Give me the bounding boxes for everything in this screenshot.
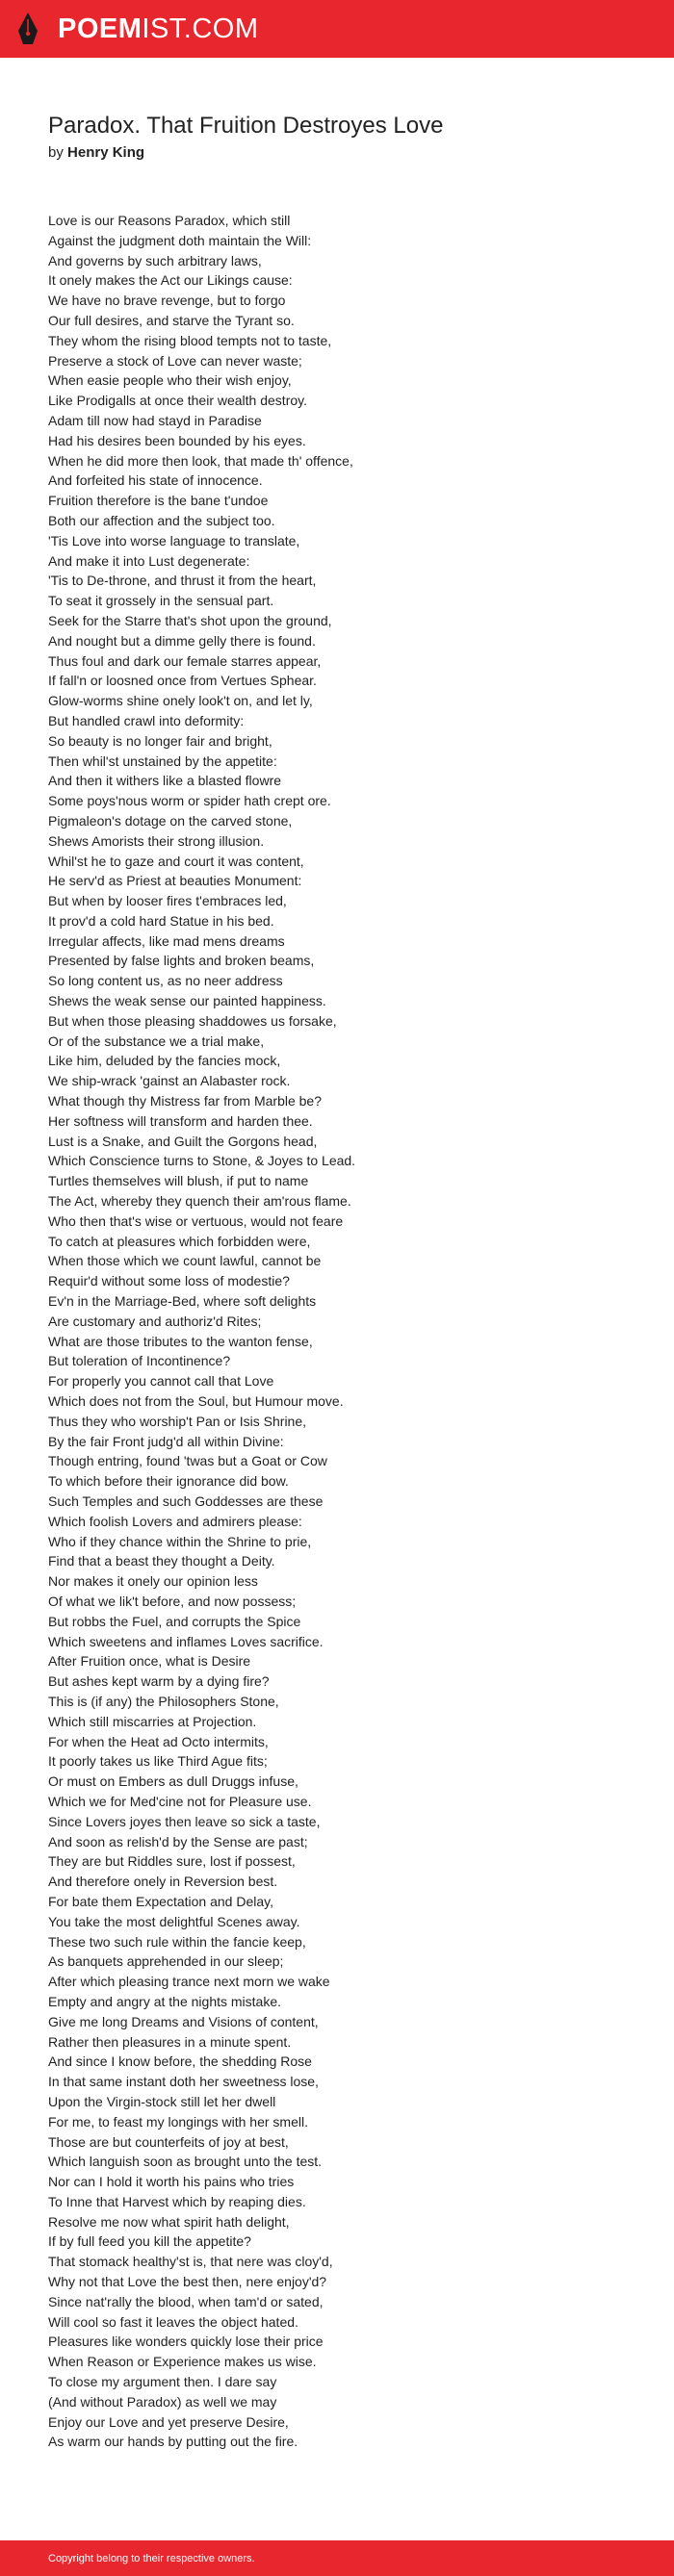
byline — [48, 143, 144, 163]
poem-line: And since I know before, the shedding Rose — [48, 2053, 312, 2070]
poem-line: Her softness will transform and harden thee. — [48, 1112, 313, 1129]
poem-line: Whil'st he to gaze and court it was content, — [48, 853, 304, 869]
author-link[interactable]: Henry King — [67, 144, 145, 161]
poem-line: Against the judgment doth maintain the Will: — [48, 232, 312, 248]
poem-line: Though entring, found 'twas but a Goat or Cow — [48, 1453, 327, 1469]
poem-line: Shews the weak sense our painted happiness. — [48, 993, 326, 1009]
poem-line: These two such rule within the fancie keep, — [48, 1933, 306, 1950]
poem-line: Thus they who worship't Pan or Isis Shrine, — [48, 1413, 307, 1429]
poem-line: Then whil'st unstained by the appetite: — [48, 752, 277, 769]
poem-line: Which foolish Lovers and admirers please: — [48, 1513, 302, 1529]
poem-line: We have no brave revenge, but to forgo — [48, 293, 286, 309]
poem-line: Seek for the Starre that's shot upon the ground, — [48, 612, 332, 628]
poem-line: It poorly takes us like Third Ague fits; — [48, 1753, 268, 1770]
poem-line: So beauty is no longer fair and bright, — [48, 732, 272, 749]
poem-line: Which does not from the Soul, but Humour move. — [48, 1393, 344, 1410]
poem-line: When those which we count lawful, cannot be — [48, 1253, 322, 1269]
poem-line: Upon the Virgin-stock still let her dwell — [48, 2093, 276, 2109]
poem-line: Find that a beast they thought a Deity. — [48, 1553, 275, 1569]
poem-line: 'Tis to De-throne, and thrust it from the heart, — [48, 573, 317, 589]
poem-line: Ev'n in the Marriage-Bed, where soft delights — [48, 1293, 317, 1310]
poem-line: We ship-wrack 'gainst an Alabaster rock. — [48, 1073, 291, 1089]
poem-line: But when by looser fires t'embraces led, — [48, 893, 287, 909]
poem-line: Which languish soon as brought unto the test. — [48, 2154, 323, 2170]
poem-line: That stomack healthy'st is, that nere was cloy'd, — [48, 2254, 333, 2270]
poem-line: It onely makes the Act our Likings cause: — [48, 272, 293, 289]
poem-line: To close my argument then. I dare say — [48, 2374, 277, 2390]
poem-line: If fall'n or loosned once from Vertues Sphear. — [48, 673, 317, 689]
poem-line: (And without Paradox) as well we may — [48, 2393, 277, 2410]
poem-line: Why not that Love the best then, nere enjoy'd? — [48, 2274, 327, 2290]
poem-line: Irregular affects, like mad mens dreams — [48, 932, 285, 949]
site-footer — [0, 2540, 674, 2576]
poem-line: They whom the rising blood tempts not to taste, — [48, 332, 332, 348]
poem-line: Turtles themselves will blush, if put to name — [48, 1173, 309, 1189]
poem-line: For me, to feast my longings with her smell. — [48, 2113, 308, 2130]
by-label: by — [48, 144, 64, 161]
poem-line: Or must on Embers as dull Druggs infuse, — [48, 1773, 298, 1790]
poem-line: 'Tis Love into worse language to translate, — [48, 532, 300, 548]
poem-line: Such Temples and such Goddesses are these — [48, 1493, 324, 1509]
site-header — [0, 0, 674, 58]
poem-line: Which Conscience turns to Stone, & Joyes to Lead. — [48, 1153, 356, 1169]
poem-line: Empty and angry at the nights mistake. — [48, 1993, 282, 2009]
poem-line: But toleration of Incontinence? — [48, 1353, 231, 1369]
poem-line: Since Lovers joyes then leave so sick a taste, — [48, 1813, 321, 1829]
copyright-text: Copyright belong to their respective owners. — [48, 2553, 255, 2564]
poem-line: Give me long Dreams and Visions of content, — [48, 2013, 319, 2029]
poem-line: For when the Heat ad Octo intermits, — [48, 1733, 269, 1749]
poem-line: Of what we lik't before, and now possess; — [48, 1593, 297, 1609]
poem-line: Or of the substance we a trial make, — [48, 1033, 265, 1049]
poem-line: Resolve me now what spirit hath delight, — [48, 2213, 290, 2230]
poem-line: To which before their ignorance did bow. — [48, 1473, 289, 1490]
poem-line: Pleasures like wonders quickly lose their price — [48, 2334, 324, 2350]
poem-line: Since nat'rally the blood, when tam'd or sated, — [48, 2293, 324, 2309]
poem-line: Fruition therefore is the bane t'undoe — [48, 493, 269, 509]
poem-line: Requir'd without some loss of modestie? — [48, 1273, 290, 1289]
poem-line: Nor can I hold it worth his pains who tries — [48, 2174, 295, 2190]
poem-line: But handled crawl into deformity: — [48, 712, 245, 728]
poem-line: So long content us, as no neer address — [48, 973, 283, 989]
poem-line: To catch at pleasures which forbidden were, — [48, 1233, 311, 1249]
logo-bold-text: POEM — [58, 13, 143, 44]
poem-line: To Inne that Harvest which by reaping dies. — [48, 2193, 306, 2209]
poem-line: What though thy Mistress far from Marble be? — [48, 1093, 322, 1109]
poem-line: Like him, deluded by the fancies mock, — [48, 1053, 281, 1069]
poem-line: Adam till now had stayd in Paradise — [48, 412, 262, 428]
poem-line: For properly you cannot call that Love — [48, 1373, 274, 1390]
poem-line: In that same instant doth her sweetness lose, — [48, 2074, 319, 2090]
poem-line: Rather then pleasures in a minute spent. — [48, 2033, 292, 2050]
poem-line: Some poys'nous worm or spider hath crept ore. — [48, 793, 331, 809]
poem-line: After which pleasing trance next morn we wake — [48, 1974, 330, 1990]
poem-line: And nought but a dimme gelly there is found. — [48, 632, 316, 649]
poem-line: When easie people who their wish enjoy, — [48, 372, 292, 389]
poem-line: By the fair Front judg'd all within Divine: — [48, 1433, 284, 1449]
poem-line: This is (if any) the Philosophers Stone, — [48, 1693, 279, 1709]
poem-line: After Fruition once, what is Desire — [48, 1653, 251, 1670]
poem-line: Nor makes it onely our opinion less — [48, 1573, 258, 1590]
poem-line: As warm our hands by putting out the fire. — [48, 2434, 298, 2450]
poem-line: But ashes kept warm by a dying fire? — [48, 1673, 270, 1690]
poem-line: They are but Riddles sure, lost if possest, — [48, 1853, 296, 1870]
poem-line: But robbs the Fuel, and corrupts the Spice — [48, 1613, 301, 1629]
poem-line: And then it withers like a blasted flowre — [48, 773, 282, 789]
logo-light-text: IST.COM — [142, 13, 259, 44]
poem-line: And forfeited his state of innocence. — [48, 472, 263, 489]
poem-line: As banquets apprehended in our sleep; — [48, 1953, 284, 1970]
poem-line: When Reason or Experience makes us wise. — [48, 2354, 317, 2370]
poem-line: You take the most delightful Scenes away. — [48, 1913, 300, 1929]
poem-line: What are those tributes to the wanton fense, — [48, 1333, 313, 1349]
poem-body — [48, 211, 645, 2452]
poem-line: Thus foul and dark our female starres appear, — [48, 652, 322, 669]
poem-line: Glow-worms shine onely look't on, and let ly, — [48, 693, 313, 709]
poem-line: He serv'd as Priest at beauties Monument: — [48, 873, 302, 889]
poem-line: And governs by such arbitrary laws, — [48, 252, 262, 268]
poem-line: Like Prodigalls at once their wealth destroy. — [48, 393, 307, 409]
poem-line: If by full feed you kill the appetite? — [48, 2233, 251, 2250]
poem-line: Which sweetens and inflames Loves sacrifice. — [48, 1633, 324, 1649]
poem-line: Preserve a stock of Love can never waste; — [48, 352, 302, 369]
poem-line: And make it into Lust degenerate: — [48, 552, 250, 569]
poem-title: Paradox. That Fruition Destroyes Love — [48, 113, 444, 139]
poem-line: Had his desires been bounded by his eyes. — [48, 432, 306, 448]
poem-line: Lust is a Snake, and Guilt the Gorgons head, — [48, 1133, 318, 1149]
site-logo[interactable] — [58, 13, 259, 45]
poem-line: Who if they chance within the Shrine to prie, — [48, 1533, 312, 1549]
poem-line: The Act, whereby they quench their am'rous flame. — [48, 1193, 351, 1210]
poem-line: Enjoy our Love and yet preserve Desire, — [48, 2413, 289, 2430]
poem-line: For bate them Expectation and Delay, — [48, 1893, 273, 1909]
poem-line: Both our affection and the subject too. — [48, 512, 275, 528]
poem-line: And soon as relish'd by the Sense are past; — [48, 1833, 308, 1849]
poem-line: Which we for Med'cine not for Pleasure use. — [48, 1793, 312, 1809]
poem-line: Pigmaleon's dotage on the carved stone, — [48, 812, 293, 829]
poem-line: Are customary and authoriz'd Rites; — [48, 1313, 262, 1329]
poem-line: When he did more then look, that made th' offence, — [48, 452, 353, 469]
poem-line: Shews Amorists their strong illusion. — [48, 832, 265, 849]
poem-line: To seat it grossely in the sensual part. — [48, 593, 274, 609]
poem-line: And therefore onely in Reversion best. — [48, 1874, 278, 1890]
poem-line: Those are but counterfeits of joy at best, — [48, 2133, 289, 2150]
poem-line: Presented by false lights and broken beams, — [48, 953, 315, 969]
poem-line: But when those pleasing shaddowes us forsake, — [48, 1012, 337, 1029]
poem-line: Will cool so fast it leaves the object hated. — [48, 2313, 298, 2330]
poem-line: It prov'd a cold hard Statue in his bed. — [48, 912, 274, 929]
poem-line: Who then that's wise or vertuous, would not feare — [48, 1212, 344, 1229]
poem-line: Love is our Reasons Paradox, which still — [48, 213, 291, 228]
pen-nib-icon — [16, 12, 39, 46]
poem-line: Which still miscarries at Projection. — [48, 1713, 257, 1729]
poem-line: Our full desires, and starve the Tyrant so. — [48, 312, 295, 328]
